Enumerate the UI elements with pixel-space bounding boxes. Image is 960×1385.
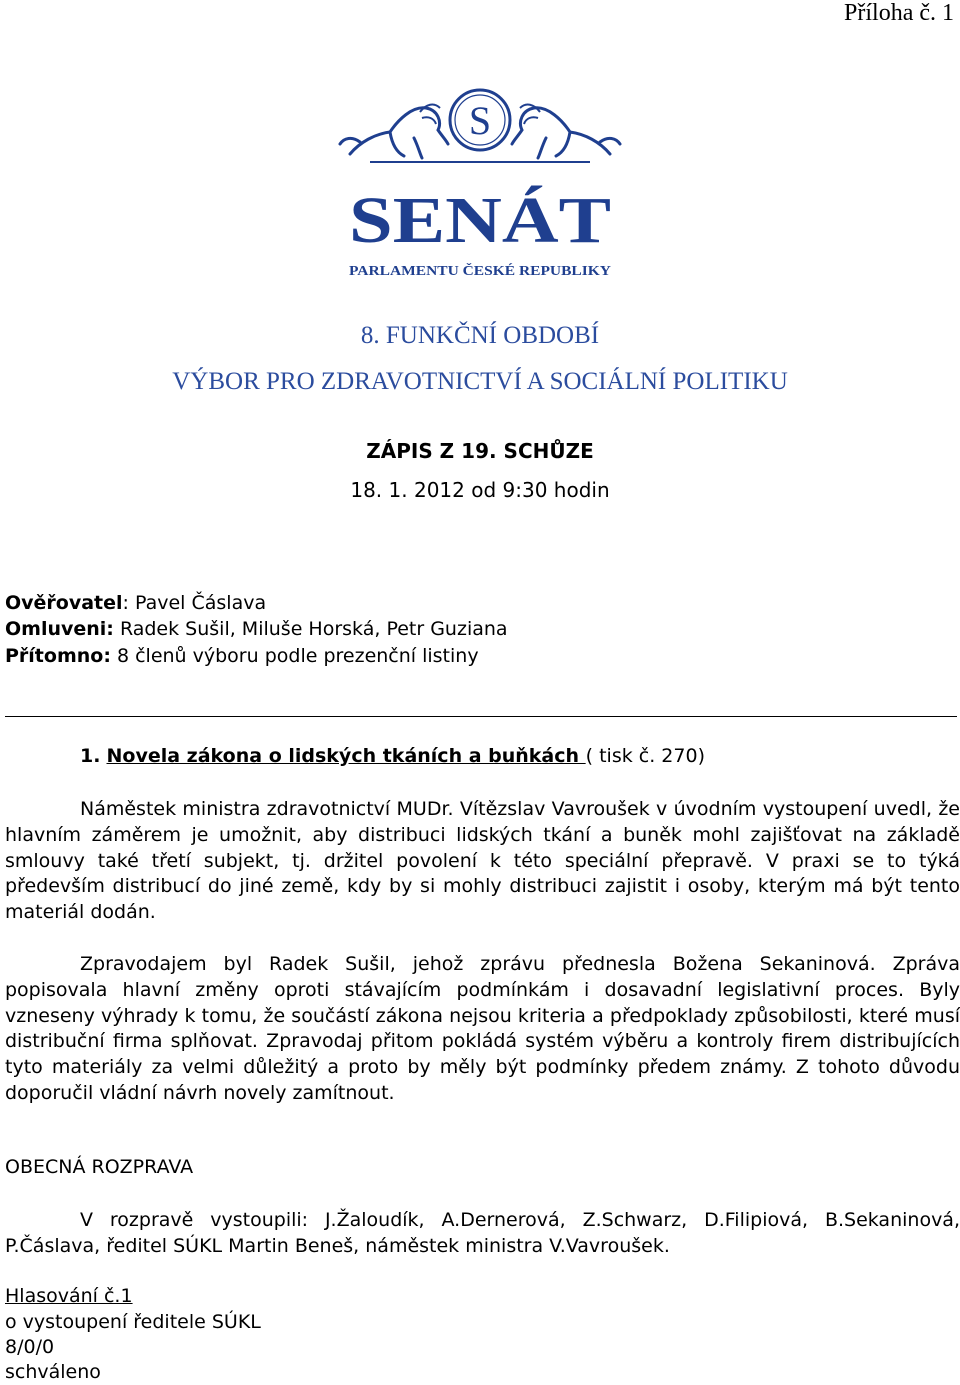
term-heading: 8. FUNKČNÍ OBDOBÍ	[360, 322, 600, 349]
vote-outcome: schváleno	[5, 1361, 101, 1383]
verifier-line	[5, 592, 266, 614]
right-lion-icon	[512, 108, 620, 158]
agenda-title: Novela zákona o lidských tkáních a buňkách	[106, 745, 586, 767]
agenda-number: 1.	[80, 745, 101, 767]
vote-subject: o vystoupení ředitele SÚKL	[5, 1311, 261, 1333]
paragraph-debate	[5, 1208, 960, 1260]
left-lion-icon	[340, 108, 448, 158]
vote-result: 8/0/0	[5, 1336, 55, 1358]
meeting-date: 18. 1. 2012 od 9:30 hodin	[350, 478, 610, 502]
present-label: Přítomno:	[5, 645, 111, 667]
present-value: 8 členů výboru podle prezenční listiny	[110, 645, 479, 667]
paragraph-intro-text: Náměstek ministra zdravotnictví MUDr. Vítězslav Vavroušek v úvodním vystoupení uvedl, že hlavním záměrem je umožnit, aby distribuci lidských tkání a buněk mohl zajišťovat na základě smlouvy také třetí subjekt, tj. držitel povolení k této speciální přepravě. V praxi se to týká především distribucí do jiné země, kdy by si mohly distribuci zajistit i osoby, kterým má být tento materiál dodán.	[5, 798, 960, 924]
paragraph-rapporteur	[5, 952, 960, 1107]
present-line	[5, 645, 479, 667]
paragraph-debate-text: V rozpravě vystoupili: J.Žaloudík, A.Dernerová, Z.Schwarz, D.Filipiová, B.Sekaninová, P.Čáslava, ředitel SÚKL Martin Beneš, náměstek ministra V.Vavroušek.	[5, 1209, 960, 1257]
vote-link[interactable]: Hlasování č.1	[5, 1285, 133, 1307]
debate-heading: OBECNÁ ROZPRAVA	[5, 1156, 194, 1178]
paragraph-rapporteur-text: Zpravodajem byl Radek Sušil, jehož zprávu přednesla Božena Sekaninová. Zpráva popisovala hlavní změny oproti stávajícím podmínkám i dosavadní legislativní proces. Byly vzneseny výhrady k tomu, že součástí zákona nejsou kriteria a předpoklady způsobilosti, které musí distribuční firma splňovat. Zpravodaj přitom pokládá systém výběru a kontroly firem distribujících tyto materiály za velmi důležitý a proto by měly být podmínky předem známy. Z tohoto důvodu doporučil vládní návrh novely zamítnout.	[5, 953, 960, 1104]
emblem-letter: S	[468, 98, 492, 143]
separator-line	[5, 716, 957, 717]
attachment-label: Příloha č. 1	[844, 0, 954, 26]
excused-value: Radek Sušil, Miluše Horská, Petr Guziana	[113, 618, 508, 640]
agenda-item	[80, 745, 705, 767]
senate-logo	[330, 82, 630, 282]
paragraph-intro	[5, 797, 960, 926]
committee-heading: VÝBOR PRO ZDRAVOTNICTVÍ A SOCIÁLNÍ POLITIKU	[172, 368, 788, 395]
agenda-print-ref: ( tisk č. 270)	[585, 745, 705, 767]
minutes-title: ZÁPIS Z 19. SCHŮZE	[366, 439, 594, 463]
logo-subtitle: PARLAMENTU ČESKÉ REPUBLIKY	[349, 264, 586, 279]
verifier-value: : Pavel Čáslava	[122, 592, 267, 614]
verifier-label: Ověřovatel	[5, 592, 123, 614]
excused-line	[5, 618, 508, 640]
logo-name: SENÁT	[349, 184, 611, 257]
excused-label: Omluveni:	[5, 618, 114, 640]
